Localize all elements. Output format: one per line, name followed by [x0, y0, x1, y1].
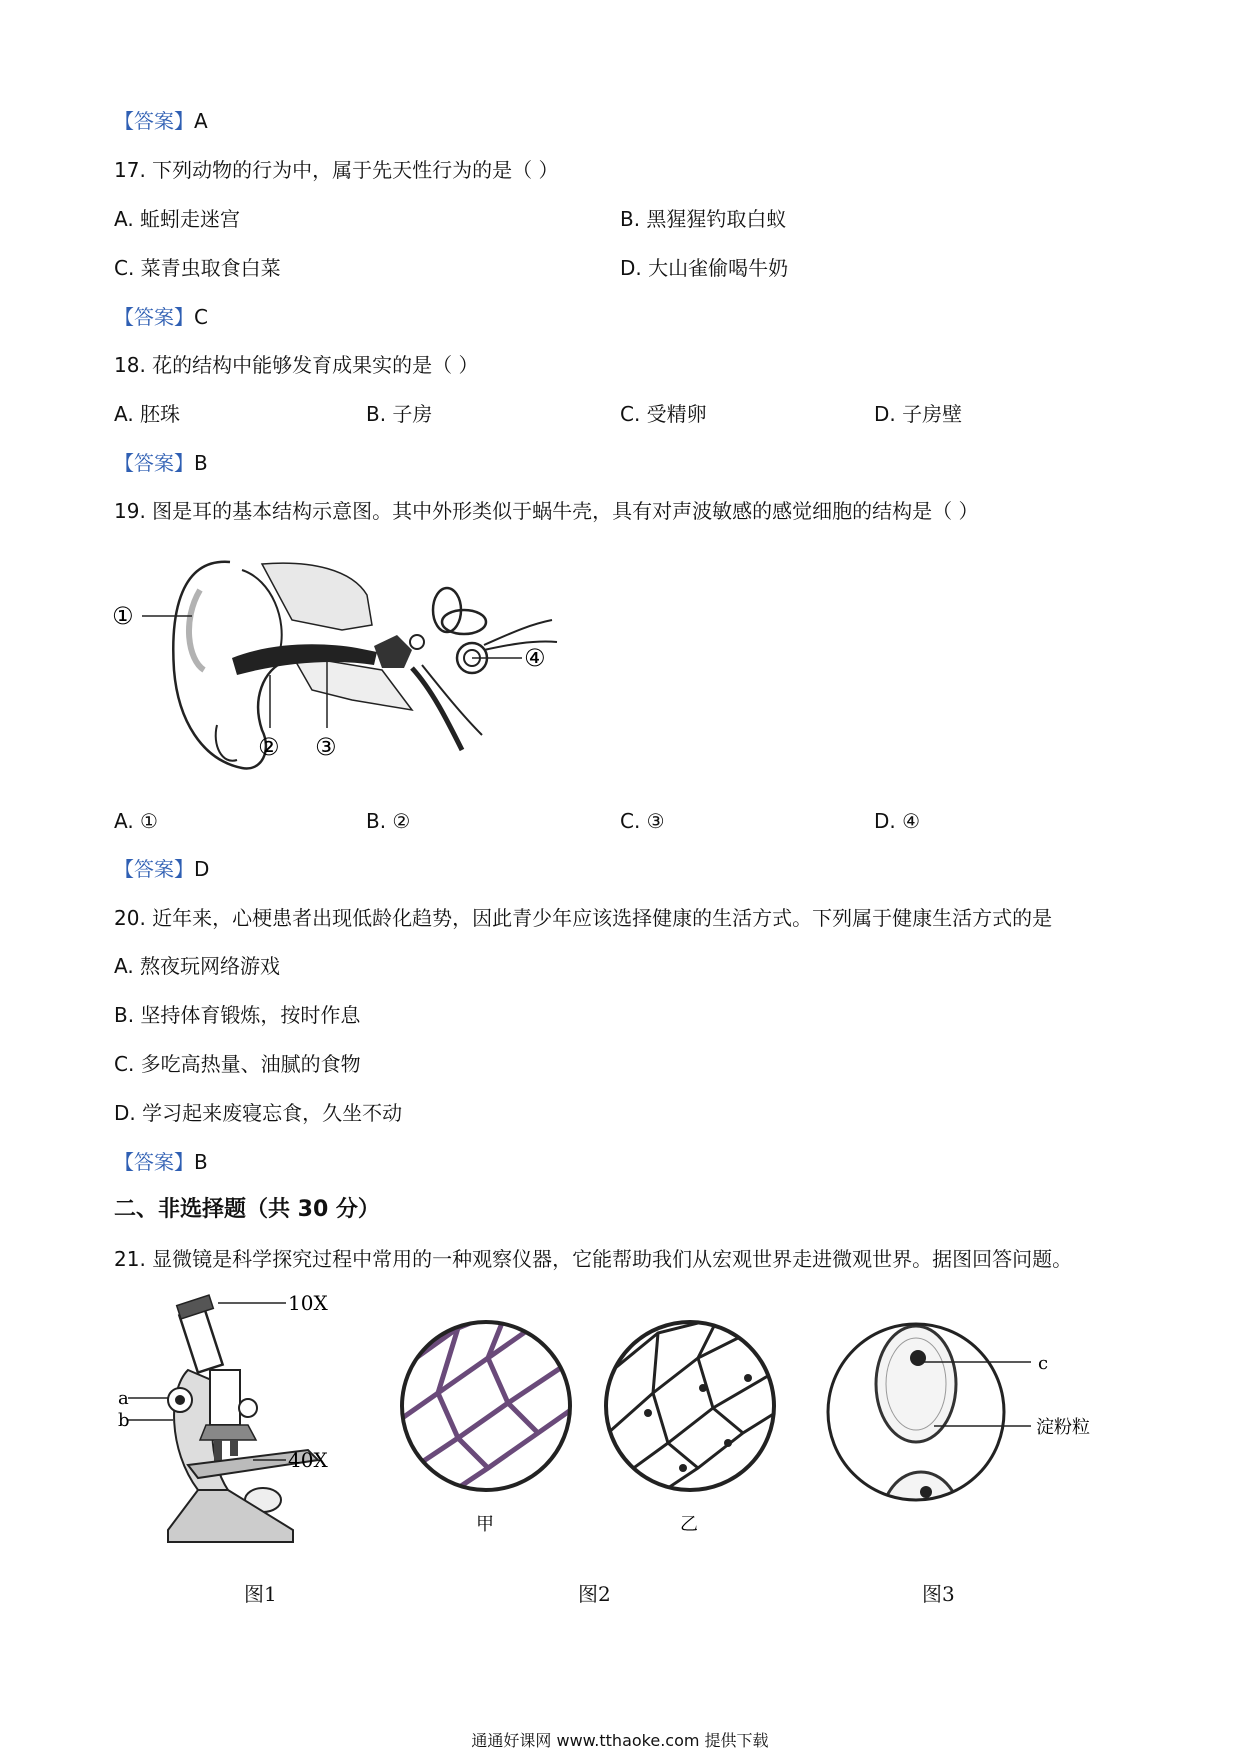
ear-label-3: ③ — [315, 733, 337, 761]
answer-label: 【答案】 — [114, 451, 194, 475]
answer-label: 【答案】 — [114, 857, 194, 881]
answer-label: 【答案】 — [114, 109, 194, 133]
q18-answer — [114, 450, 208, 476]
q18-option-a: A. 胚珠 — [114, 402, 181, 426]
q19-option-c: C. ③ — [620, 809, 665, 833]
q17-option-b: B. 黑猩猩钓取白蚁 — [620, 207, 787, 231]
q20-option-c: C. 多吃高热量、油腻的食物 — [114, 1052, 361, 1076]
q20-stem: 20. 近年来，心梗患者出现低龄化趋势，因此青少年应该选择健康的生活方式。下列属于健康生活方式的是 — [114, 906, 1053, 930]
q19-option-d: D. ④ — [874, 809, 921, 833]
q20-option-d: D. 学习起来废寝忘食，久坐不动 — [114, 1101, 403, 1125]
q16-answer — [114, 108, 208, 134]
ear-label-2: ② — [258, 733, 280, 761]
label-a: a — [118, 1388, 129, 1409]
objective-label: 40X — [288, 1448, 328, 1472]
q18-option-d: D. 子房壁 — [874, 402, 963, 426]
q17-option-c: C. 菜青虫取食白菜 — [114, 256, 281, 280]
answer-value: D — [194, 857, 210, 881]
page-footer: 通通好课网 www.tthaoke.com 提供下载 — [471, 1731, 769, 1750]
answer-label: 【答案】 — [114, 1150, 194, 1174]
cell-views-figure — [398, 1318, 798, 1548]
answer-value: C — [194, 305, 208, 329]
q19-option-b: B. ② — [366, 809, 411, 833]
label-c: c — [1038, 1353, 1049, 1374]
q17-option-a: A. 蚯蚓走迷宫 — [114, 207, 241, 231]
figure-1-caption: 图1 — [244, 1582, 277, 1606]
starch-cell-figure — [826, 1322, 1126, 1502]
eyepiece-label: 10X — [288, 1291, 328, 1315]
q20-option-b: B. 坚持体育锻炼，按时作息 — [114, 1003, 361, 1027]
q17-answer — [114, 304, 208, 330]
label-starch: 淀粉粒 — [1036, 1417, 1090, 1438]
q17-stem: 17. 下列动物的行为中，属于先天性行为的是（ ） — [114, 158, 559, 182]
q18-option-c: C. 受精卵 — [620, 402, 707, 426]
label-jia: 甲 — [476, 1514, 494, 1535]
answer-value: A — [194, 109, 208, 133]
label-yi: 乙 — [680, 1514, 698, 1535]
q17-option-d: D. 大山雀偷喝牛奶 — [620, 256, 789, 280]
section-heading: 二、非选择题（共 30 分） — [114, 1197, 380, 1222]
ear-structure-diagram — [112, 550, 562, 780]
q19-option-a: A. ① — [114, 809, 158, 833]
figure-2-caption: 图2 — [578, 1582, 611, 1606]
q18-option-b: B. 子房 — [366, 402, 433, 426]
answer-value: B — [194, 1150, 208, 1174]
figure-3-caption: 图3 — [922, 1582, 955, 1606]
ear-label-1: ① — [112, 602, 134, 630]
microscope-figure — [118, 1290, 378, 1550]
answer-value: B — [194, 451, 208, 475]
q19-answer — [114, 856, 209, 882]
q20-option-a: A. 熬夜玩网络游戏 — [114, 954, 281, 978]
q18-stem: 18. 花的结构中能够发育成果实的是（ ） — [114, 353, 479, 377]
q19-stem: 19. 图是耳的基本结构示意图。其中外形类似于蜗牛壳，具有对声波敏感的感觉细胞的结构是（ ） — [114, 499, 979, 523]
q20-answer — [114, 1149, 208, 1175]
ear-label-4: ④ — [524, 644, 546, 672]
q21-stem: 21. 显微镜是科学探究过程中常用的一种观察仪器，它能帮助我们从宏观世界走进微观世界。据图回答问题。 — [114, 1247, 1073, 1271]
label-b: b — [118, 1410, 130, 1431]
answer-label: 【答案】 — [114, 305, 194, 329]
